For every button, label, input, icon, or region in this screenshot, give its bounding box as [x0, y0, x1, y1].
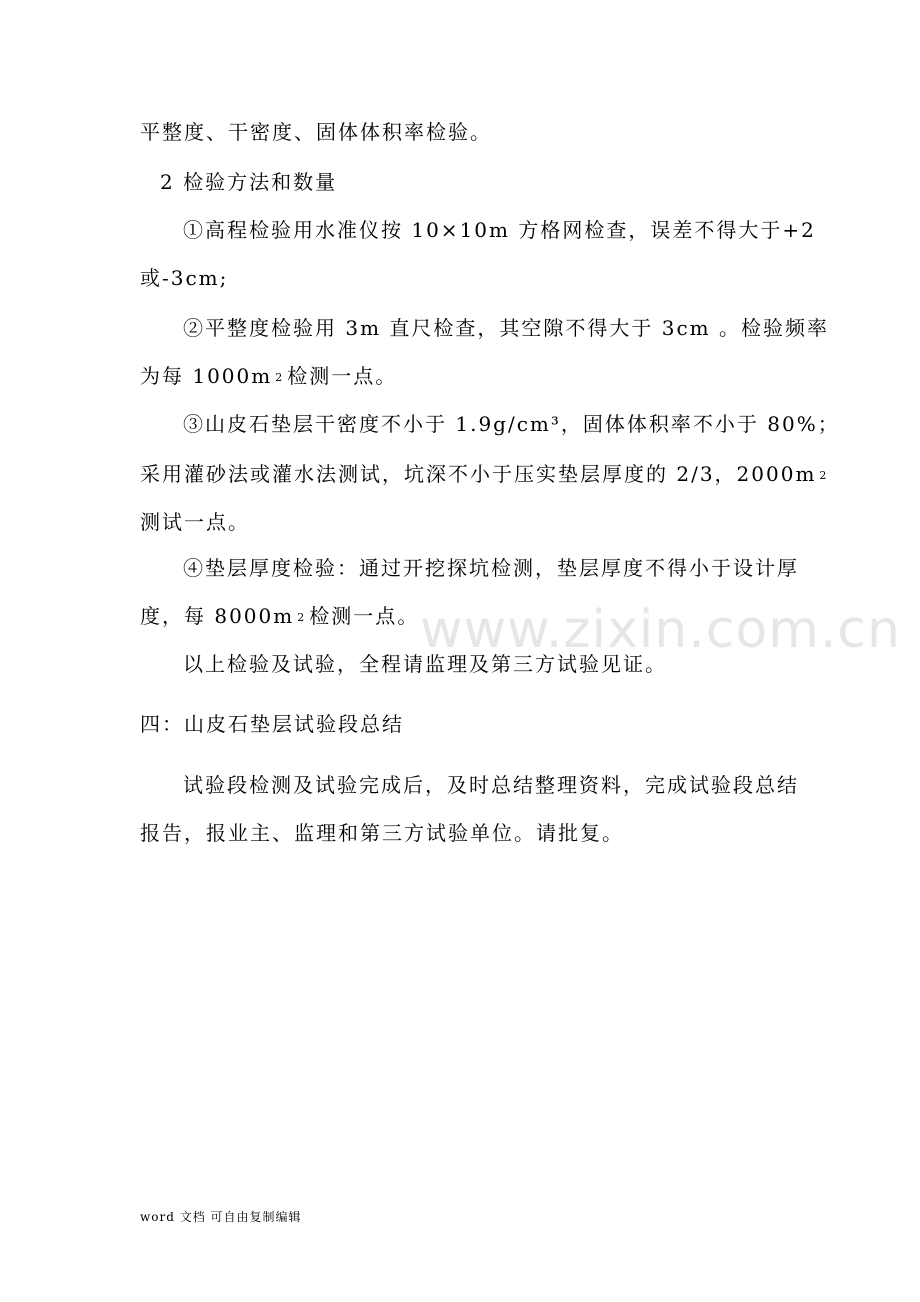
- list-item-density: ③山皮石垫层干密度不小于 1.9g/cm³，固体体积率不小于 80%；: [183, 412, 840, 436]
- list-item-thickness: ④垫层厚度检验：通过开挖探坑检测，垫层厚度不得小于设计厚: [183, 556, 799, 580]
- list-item-density-cont2: 测试一点。: [140, 510, 250, 534]
- page-footer: word 文档 可自由复制编辑: [140, 1210, 302, 1224]
- watermark: www.zixin.com.cn: [420, 600, 901, 660]
- text-segment: 为每 1000m: [140, 364, 273, 388]
- list-item-flatness-cont: [140, 363, 397, 393]
- text-segment: 采用灌砂法或灌水法测试，坑深不小于压实垫层厚度的 2/3，2000m: [140, 462, 817, 486]
- list-item-elevation: ①高程检验用水准仪按 10×10m 方格网检查，误差不得大于+2: [183, 218, 816, 242]
- text-segment: 检测一点。: [309, 604, 420, 628]
- superscript: 2: [819, 469, 829, 482]
- superscript: 2: [275, 371, 285, 384]
- section-heading: 2 检验方法和数量: [160, 170, 338, 194]
- list-item-elevation-cont: 或-3cm;: [140, 266, 229, 290]
- list-item-flatness: ②平整度检验用 3m 直尺检查，其空隙不得大于 3cm 。检验频率: [183, 316, 830, 340]
- text-segment: 检测一点。: [287, 364, 398, 388]
- summary-paragraph-cont: 报告，报业主、监理和第三方试验单位。请批复。: [140, 821, 624, 845]
- summary-paragraph: 试验段检测及试验完成后，及时总结整理资料，完成试验段总结: [183, 773, 799, 797]
- list-item-density-cont: [140, 461, 831, 491]
- superscript: 2: [297, 611, 307, 624]
- witness-paragraph: 以上检验及试验，全程请监理及第三方试验见证。: [183, 652, 667, 676]
- paragraph-line: 平整度、干密度、固体体积率检验。: [140, 120, 492, 144]
- list-item-thickness-cont: [140, 603, 419, 633]
- section-4-heading: 四：山皮石垫层试验段总结: [140, 712, 404, 736]
- text-segment: 度，每 8000m: [140, 604, 295, 628]
